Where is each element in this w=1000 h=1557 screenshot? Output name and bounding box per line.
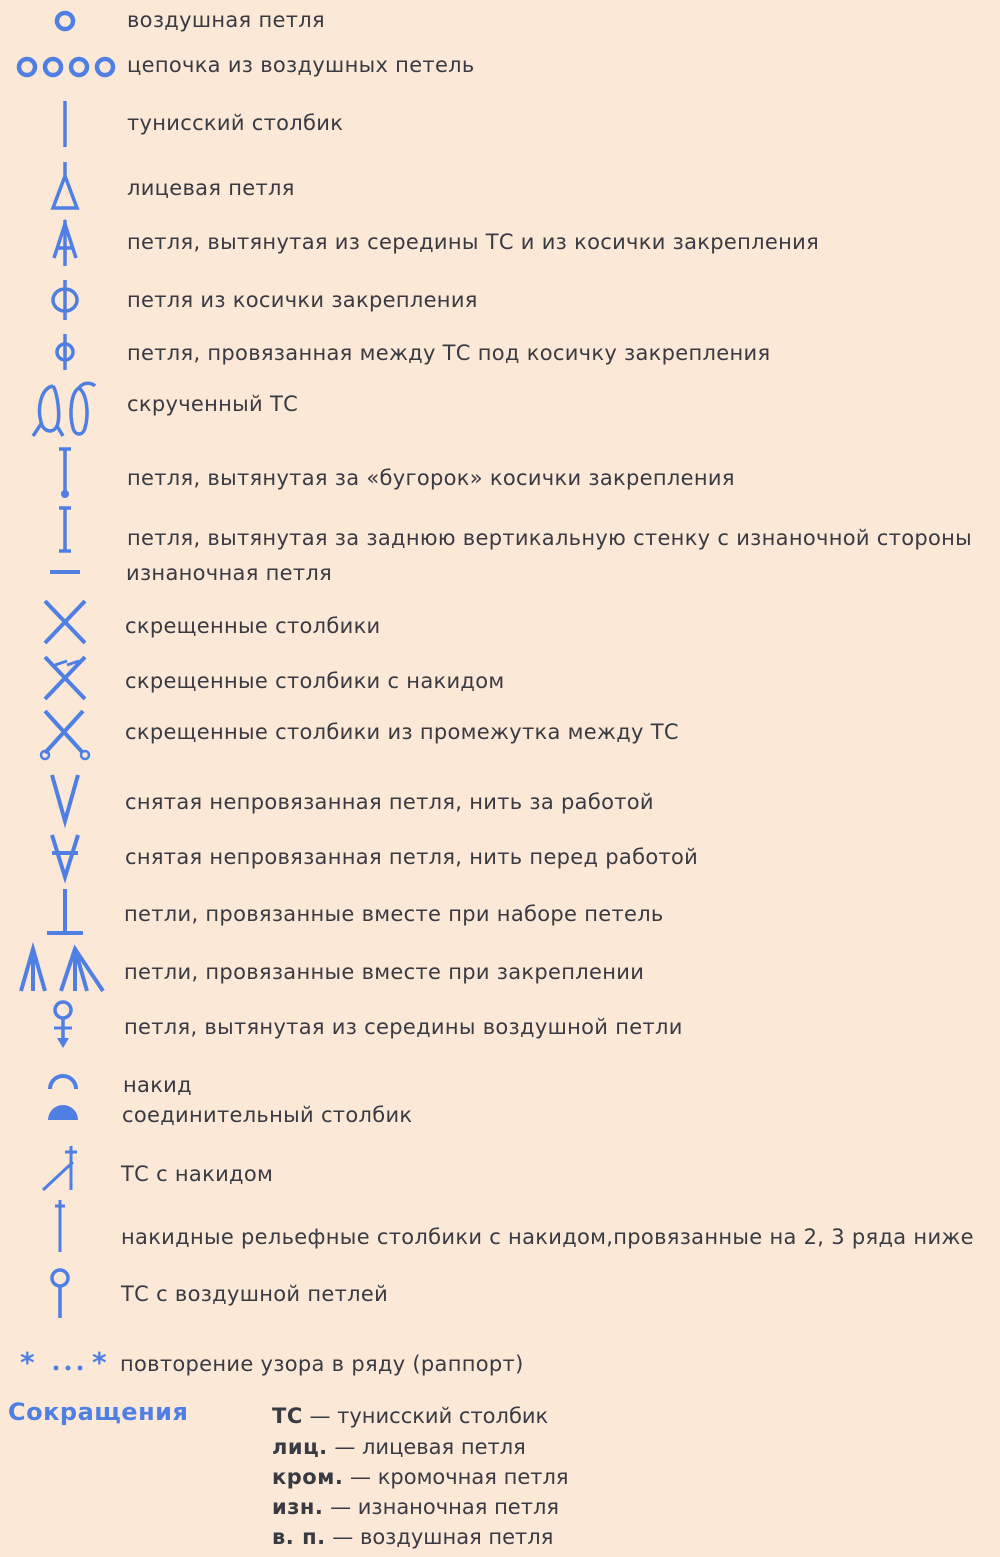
together-bind-off-icon [2,944,122,994]
legend-label: скрученный ТС [127,392,299,416]
slip-stitch-icon [3,1100,123,1124]
legend-label: петля, вытянутая из середины воздушной петли [124,1015,683,1039]
legend-label: петля, вытянутая за заднюю вертикальную стенку с изнаночной стороны [127,526,973,550]
chain-stitch-icon [5,6,125,36]
abbreviation-meaning: — тунисский столбик [309,1404,549,1428]
crossed-stitches-yarn-over-icon [5,652,125,704]
abbreviation-row [272,1404,548,1428]
twisted-ts-icon [3,378,123,440]
tunisian-stitch-icon [5,98,125,150]
legend-label: накидные рельефные столбики с накидом,провязанные на 2, 3 ряда ниже [121,1225,974,1249]
abbreviation-row [272,1435,526,1459]
abbreviation-row [272,1495,559,1519]
crossed-stitches-between-icon [5,706,125,762]
loop-from-chain-middle-icon [3,998,123,1050]
legend-label: скрещенные столбики [125,614,381,638]
legend-label: изнаночная петля [126,561,333,585]
abbreviations-title: Сокращения [8,1398,189,1426]
repeat-marker-icon [0,1346,120,1379]
crossed-stitches-icon [5,596,125,648]
legend-label: петля из косички закрепления [127,288,478,312]
loop-behind-back-bar-icon [5,505,125,555]
abbreviation-meaning: — изнаночная петля [330,1495,560,1519]
abbreviation-term: лиц. [272,1435,328,1459]
legend-label: ТС с воздушной петлей [121,1282,389,1306]
legend-label: лицевая петля [127,176,295,200]
legend-label: петля, провязанная между ТС под косичку закрепления [127,341,771,365]
legend-label: тунисский столбик [127,111,344,135]
purl-stitch-icon [5,562,125,582]
legend-label: снятая непровязанная петля, нить перед работой [125,845,699,869]
together-cast-on-icon [5,886,125,938]
abbreviation-row [272,1465,569,1489]
loop-between-ts-under-braid-icon [5,332,125,372]
legend-label: скрещенные столбики с накидом [125,669,505,693]
legend-label: скрещенные столбики из промежутка между ТС [125,720,679,744]
abbreviation-term: в. п. [272,1525,326,1549]
legend-label: петли, провязанные вместе при наборе петель [124,902,664,926]
chain-of-chain-stitches-icon [7,52,127,82]
abbreviation-term: кром. [272,1465,344,1489]
abbreviation-meaning: — воздушная петля [332,1525,554,1549]
post-stitch-lower-rows-icon [0,1198,120,1256]
legend-label: воздушная петля [127,8,325,32]
ts-with-yarn-over-icon [0,1144,120,1194]
knit-stitch-icon [5,160,125,212]
loop-behind-bump-icon [5,446,125,502]
loop-from-braid-icon [5,278,125,322]
legend-label: соединительный столбик [122,1103,413,1127]
legend-label: цепочка из воздушных петель [127,53,475,77]
legend-label: ТС с накидом [121,1162,274,1186]
legend-label: повторение узора в ряду (раппорт) [120,1352,524,1376]
abbreviation-row [272,1525,553,1549]
abbreviation-meaning: — кромочная петля [350,1465,569,1489]
slip-stitch-back-icon [5,770,125,826]
abbreviation-term: ТС [272,1404,303,1428]
legend-label: петля, вытянутая за «бугорок» косички закрепления [127,466,735,490]
svg-text:*: * [92,1346,107,1379]
ts-with-chain-icon [0,1266,120,1320]
legend-label: накид [123,1073,192,1097]
legend-label: петли, провязанные вместе при закреплении [124,960,645,984]
svg-text:*: * [20,1346,35,1379]
loop-from-middle-and-braid-icon [5,218,125,268]
slip-stitch-front-icon [5,830,125,882]
yarn-over-icon [3,1070,123,1092]
abbreviation-term: изн. [272,1495,324,1519]
legend-label: петля, вытянутая из середины ТС и из косички закрепления [127,230,820,254]
abbreviation-meaning: — лицевая петля [334,1435,526,1459]
legend-label: снятая непровязанная петля, нить за работой [125,790,654,814]
